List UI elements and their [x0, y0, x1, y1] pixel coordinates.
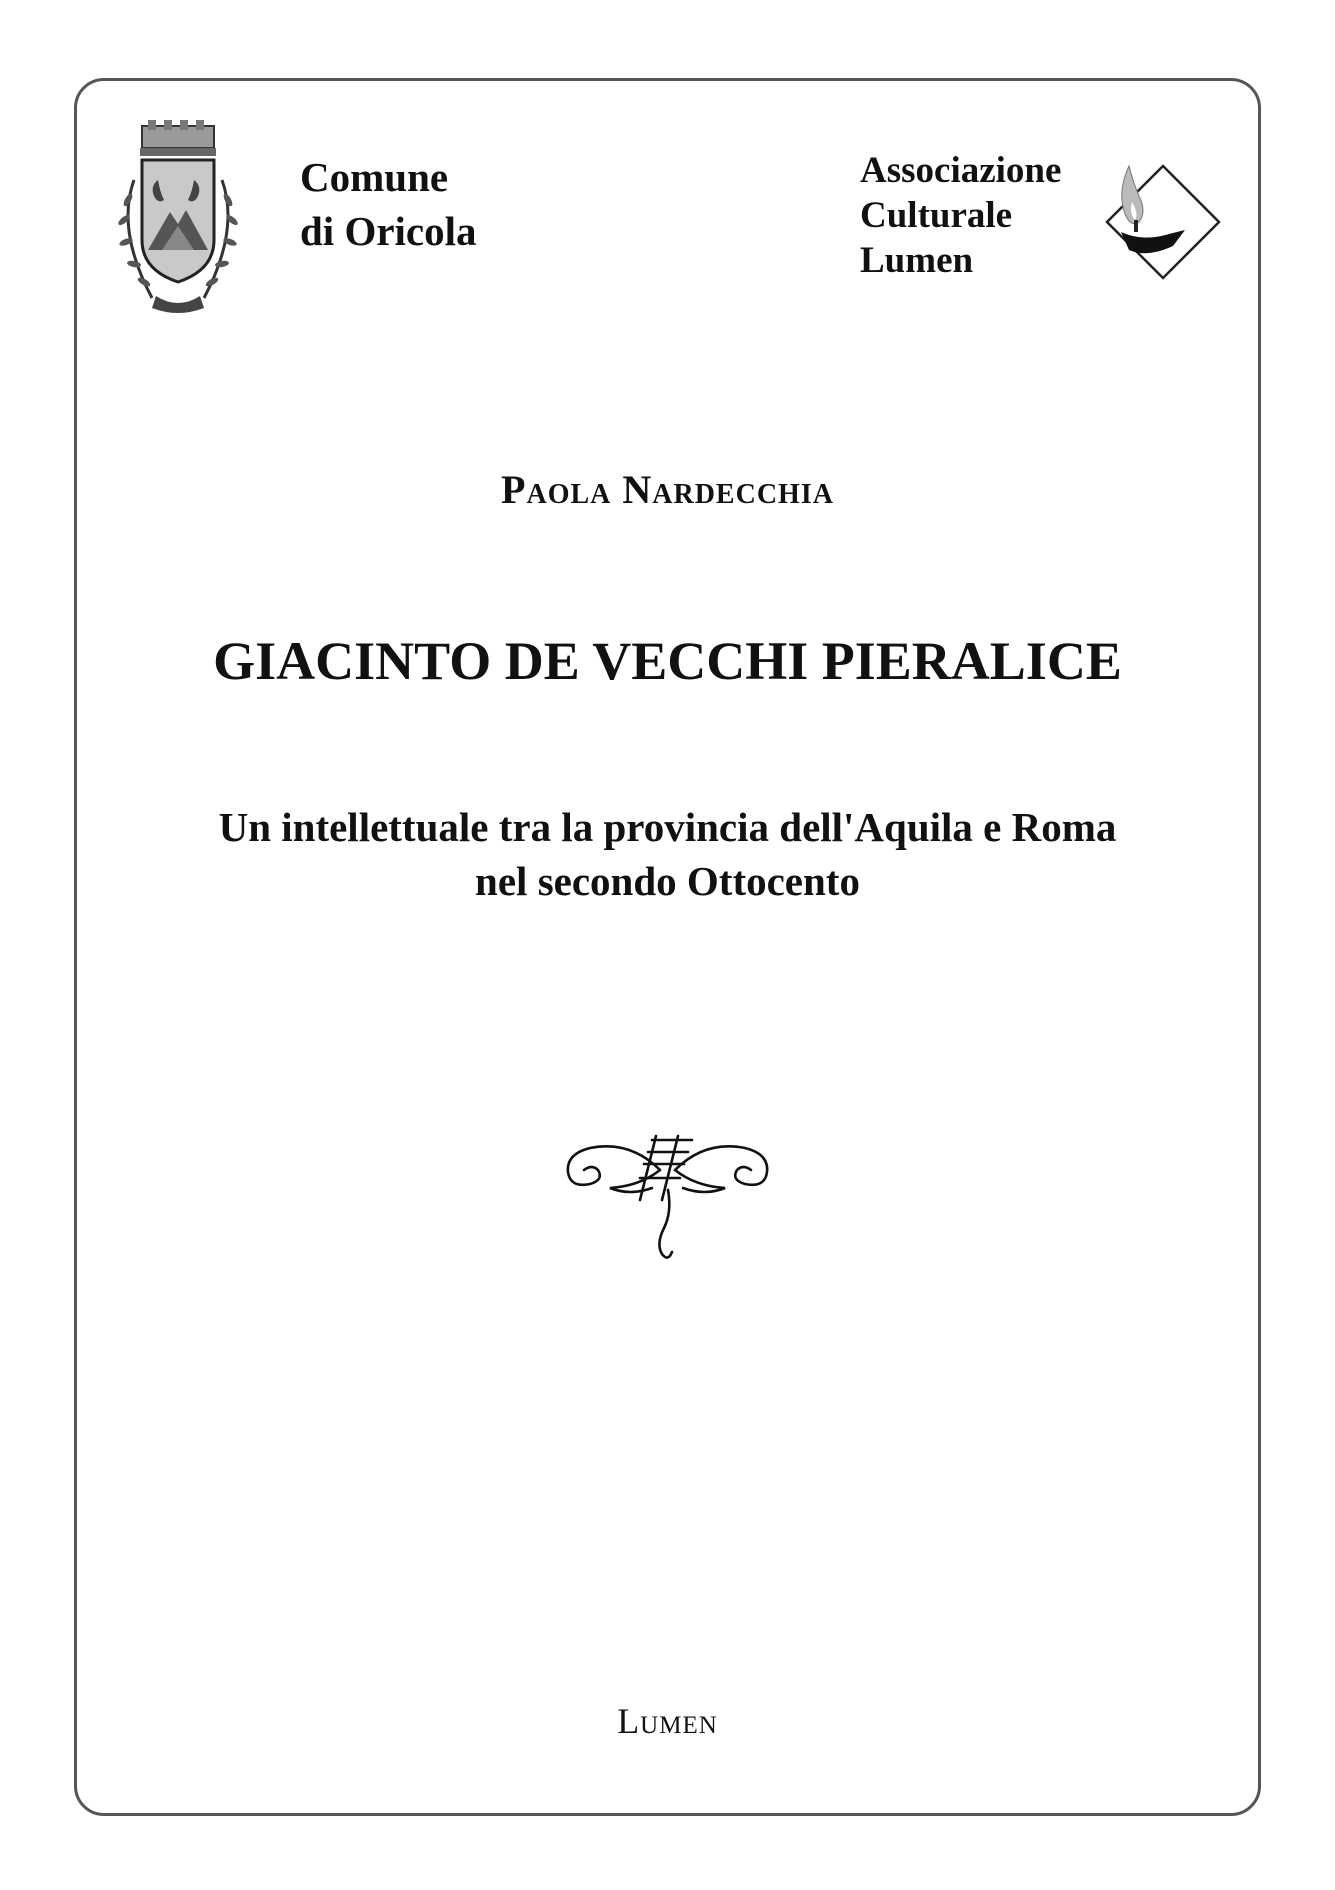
association-line-1: Associazione	[860, 150, 1062, 191]
municipality-line-1: Comune	[300, 154, 449, 200]
association-name	[860, 148, 1061, 283]
municipal-crest-icon	[112, 120, 244, 316]
association-line-2: Culturale	[860, 195, 1013, 236]
oil-lamp-diamond-icon	[1103, 162, 1223, 282]
calligraphic-ornament-icon	[560, 1130, 775, 1270]
publisher-name: Lumen	[617, 1701, 718, 1741]
municipality-line-2: di Oricola	[300, 208, 477, 254]
author-name: Paola Nardecchia	[501, 467, 834, 512]
association-line-3: Lumen	[860, 240, 974, 281]
book-title: GIACINTO DE VECCHI PIERALICE	[213, 631, 1122, 691]
subtitle-line-1: Un intellettuale tra la provincia dell'Aquila e Roma	[218, 804, 1117, 850]
page-border	[74, 78, 1261, 1816]
subtitle-line-2: nel secondo Ottocento	[475, 858, 860, 904]
book-subtitle	[0, 800, 1335, 908]
municipality-name	[300, 150, 477, 258]
